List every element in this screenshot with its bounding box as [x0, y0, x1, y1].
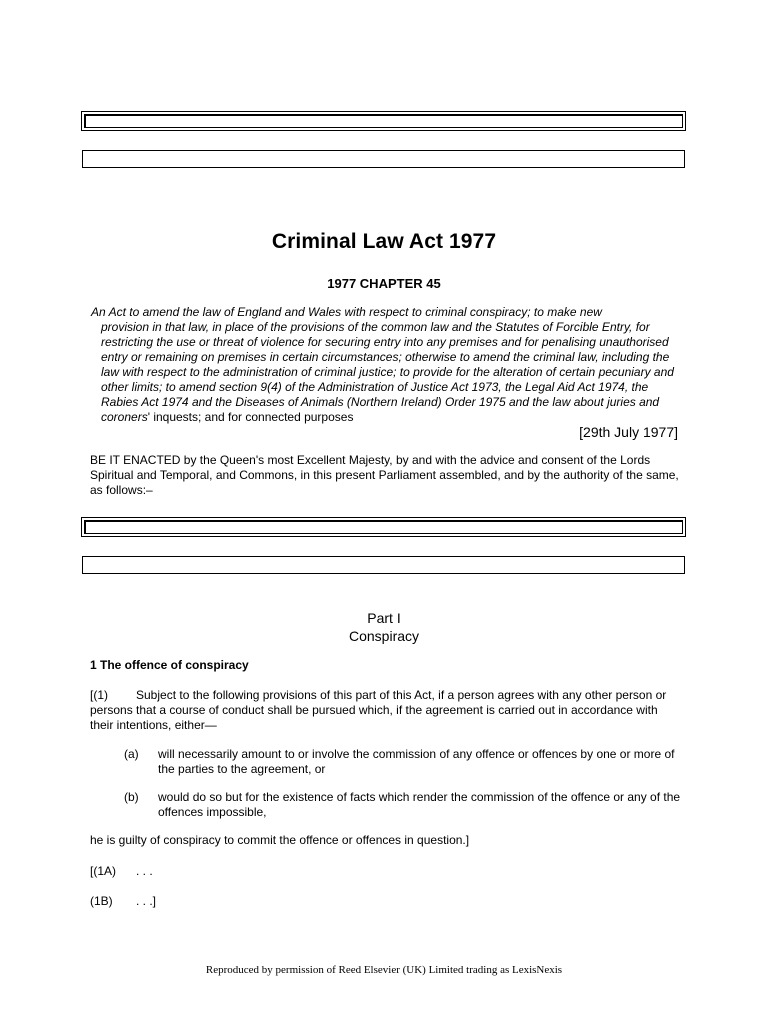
long-title-body: provision in that law, in place of the provisions of the common law and the Statutes of Forcible Entry, for restricting the use or threat of violence for securing entry into any premises and for penalising unauthorised entry or remaining on premises in certain circumstances; otherwise to amend the criminal law, including the law with respect to the administration of criminal justice; to provide for the alteration of certain pecuniary and other limits; to amend section 9(4) of the Administration of Justice Act 1973, the Legal Aid Act 1974, the Rabies Act 1974 and the Diseases of Animals (Northern Ireland) Order 1975 and the law about juries and coroners	[101, 320, 674, 424]
section-heading: 1 The offence of conspiracy	[90, 658, 249, 672]
annotation-box-top	[81, 111, 686, 131]
subsection-1a-number: [(1A)	[90, 864, 117, 878]
long-title-first-line: An Act to amend the law of England and Wales with respect to criminal conspiracy; to make new	[91, 305, 602, 319]
subsection-1a-text: . . .	[136, 864, 153, 878]
long-title-continuation	[91, 320, 681, 425]
subsection-1a	[90, 864, 153, 878]
subsection-1b-number: (1B)	[90, 894, 113, 908]
part-name: Conspiracy	[348, 628, 420, 644]
subsection-1b-text: . . .]	[136, 894, 157, 908]
annotation-box-middle-inner	[82, 556, 685, 574]
part-number: Part I	[367, 610, 401, 626]
annotation-box-top-inner	[82, 150, 685, 168]
subsection-1-number: [(1)	[90, 688, 108, 702]
paragraph-a-letter: (a)	[124, 747, 139, 761]
paragraph-a	[124, 747, 684, 777]
subsection-1b	[90, 894, 156, 908]
paragraph-b	[124, 790, 684, 820]
annotation-box-middle	[81, 517, 686, 537]
long-title	[91, 305, 681, 425]
enacting-formula: BE IT ENACTED by the Queen's most Excellent Majesty, by and with the advice and consent of the Lords Spiritual and Temporal, and Commons, in this present Parliament assembled, and by the authority of the same, as follows:–	[90, 453, 679, 497]
document-title: Criminal Law Act 1977	[271, 230, 497, 253]
chapter-number: 1977 CHAPTER 45	[327, 276, 441, 291]
subsection-1-conclusion: he is guilty of conspiracy to commit the offence or offences in question.]	[90, 833, 470, 847]
royal-assent-date: [29th July 1977]	[579, 424, 678, 440]
paragraph-b-letter: (b)	[124, 790, 139, 804]
paragraph-b-text: would do so but for the existence of facts which render the commission of the offence or any of the offences impossible,	[158, 790, 681, 819]
subsection-1	[90, 688, 682, 733]
subsection-1-text: Subject to the following provisions of this part of this Act, if a person agrees with any other person or persons that a course of conduct shall be pursued which, if the agreement is carried out in accordance with their intentions, either—	[90, 688, 667, 732]
paragraph-a-text: will necessarily amount to or involve the commission of any offence or offences by one or more of the parties to the agreement, or	[158, 747, 675, 776]
long-title-tail: ' inquests; and for connected purposes	[147, 410, 354, 424]
permission-footer: Reproduced by permission of Reed Elsevier (UK) Limited trading as LexisNexis	[205, 964, 563, 976]
